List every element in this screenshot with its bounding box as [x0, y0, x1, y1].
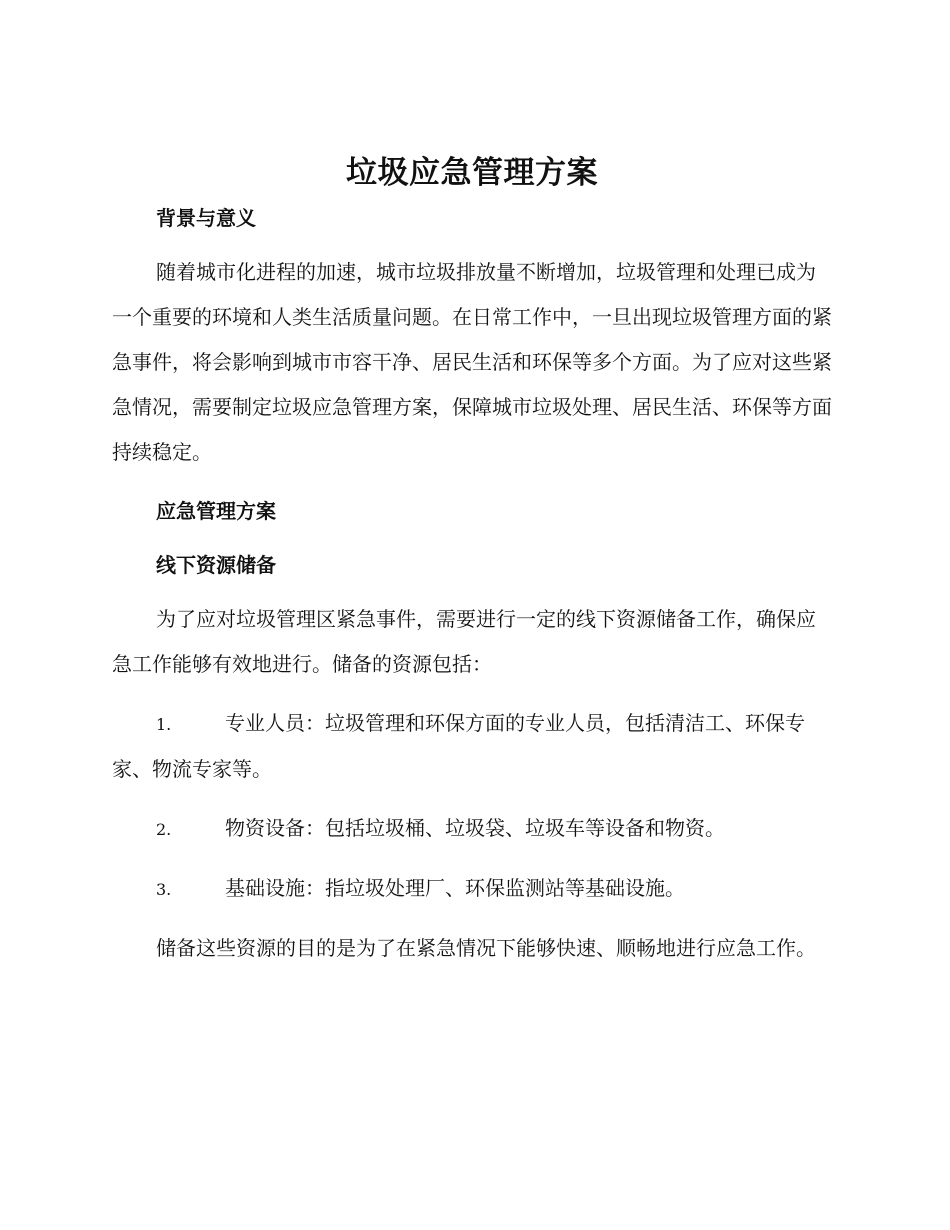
list-item-text: 专业人员：垃圾管理和环保方面的专业人员，包括清洁工、环保专家、物流专家等。: [112, 711, 805, 781]
list-item-number: 2.: [156, 820, 172, 839]
section-heading-background: 背景与意义: [156, 206, 256, 230]
list-item-text: 基础设施：指垃圾处理厂、环保监测站等基础设施。: [225, 876, 685, 900]
spacer: [112, 852, 832, 866]
section-heading-plan: 应急管理方案: [156, 499, 276, 523]
conclusion-paragraph: 储备这些资源的目的是为了在紧急情况下能够快速、顺畅地进行应急工作。: [156, 936, 816, 960]
list-item-number: 1.: [156, 715, 172, 734]
list-item-text: 物资设备：包括垃圾桶、垃圾袋、垃圾车等设备和物资。: [225, 816, 725, 840]
document-content: [112, 150, 832, 971]
spacer: [112, 792, 832, 806]
spacer: [112, 533, 832, 543]
section-heading-reserve: 线下资源储备: [156, 553, 276, 577]
background-paragraph: 随着城市化进程的加速，城市垃圾排放量不断增加，垃圾管理和处理已成为一个重要的环境和人类生活质量问题。在日常工作中，一旦出现垃圾管理方面的紧急事件，将会影响到城市市容干净、居民生活和环保等多个方面。为了应对这些紧急情况，需要制定垃圾应急管理方案，保障城市垃圾处理、居民生活、环保等方面持续稳定。: [112, 260, 832, 464]
list-item: [112, 806, 832, 852]
spacer: [112, 587, 832, 597]
list-item: [112, 701, 832, 792]
spacer: [112, 912, 832, 926]
spacer: [112, 240, 832, 250]
list-item-number: 3.: [156, 880, 172, 899]
list-item: [112, 866, 832, 912]
document-title: 垃圾应急管理方案: [346, 155, 598, 191]
spacer: [112, 475, 832, 489]
reserve-intro-paragraph: 为了应对垃圾管理区紧急事件，需要进行一定的线下资源储备工作，确保应急工作能够有效地进行。储备的资源包括：: [112, 607, 816, 676]
spacer: [112, 687, 832, 701]
